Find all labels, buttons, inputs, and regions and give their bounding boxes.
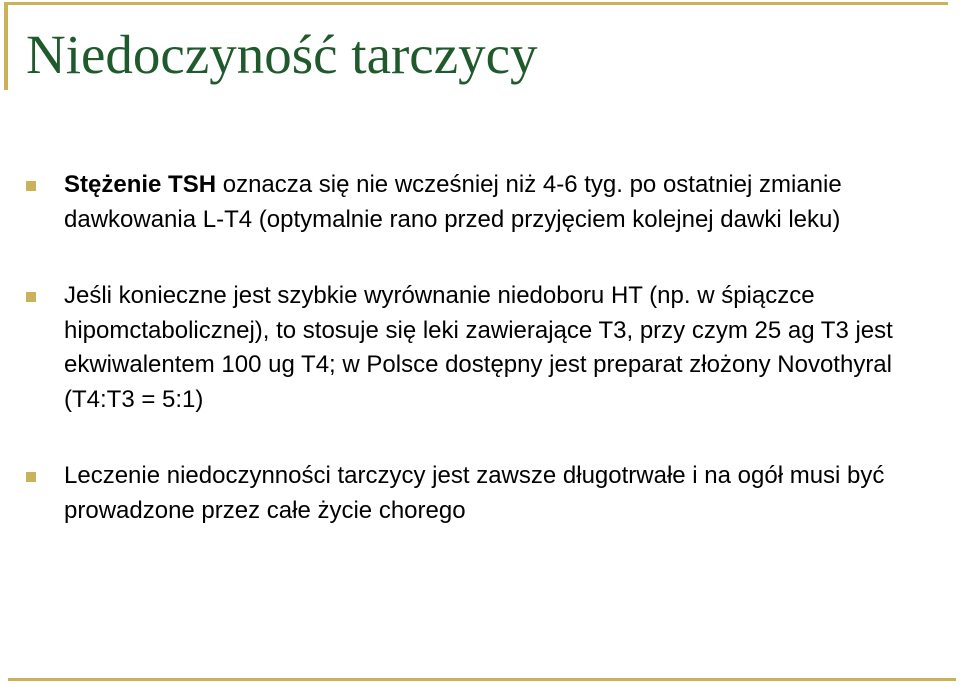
bullet-item-tsh xyxy=(0,168,960,237)
bullet-item-treatment xyxy=(0,459,960,528)
bullet-item-t3 xyxy=(0,279,960,417)
bullet-list xyxy=(0,168,960,528)
bullet-body-text: Leczenie niedoczynności tarczycy jest zawsze długotrwałe i na ogół musi być prowadzone przez całe życie chorego xyxy=(64,462,885,524)
bottom-border-line xyxy=(8,678,956,681)
square-bullet-icon xyxy=(26,292,36,302)
bullet-body-text: Jeśli konieczne jest szybkie wyrównanie niedoboru HT (np. w śpiączce hipomctabolicznej), to stosuje się leki zawierające T3, przy czym 25 ag T3 jest ekwiwalentem 100 ug T4; w Polsce dostępny jest preparat złożony Novothyral (T4:T3 = 5:1) xyxy=(64,282,893,413)
square-bullet-icon xyxy=(26,181,36,191)
top-border-line xyxy=(8,2,948,5)
bullet-lead-text: Stężenie TSH xyxy=(64,171,217,198)
slide-title: Niedoczyność tarczycy xyxy=(26,24,538,85)
square-bullet-icon xyxy=(26,472,36,482)
left-border-line xyxy=(4,2,8,90)
bullet-body-text: oznacza się nie wcześniej niż 4-6 tyg. po ostatniej zmianie dawkowania L-T4 (optymalnie rano przed przyjęciem kolejnej dawki leku) xyxy=(64,171,842,233)
